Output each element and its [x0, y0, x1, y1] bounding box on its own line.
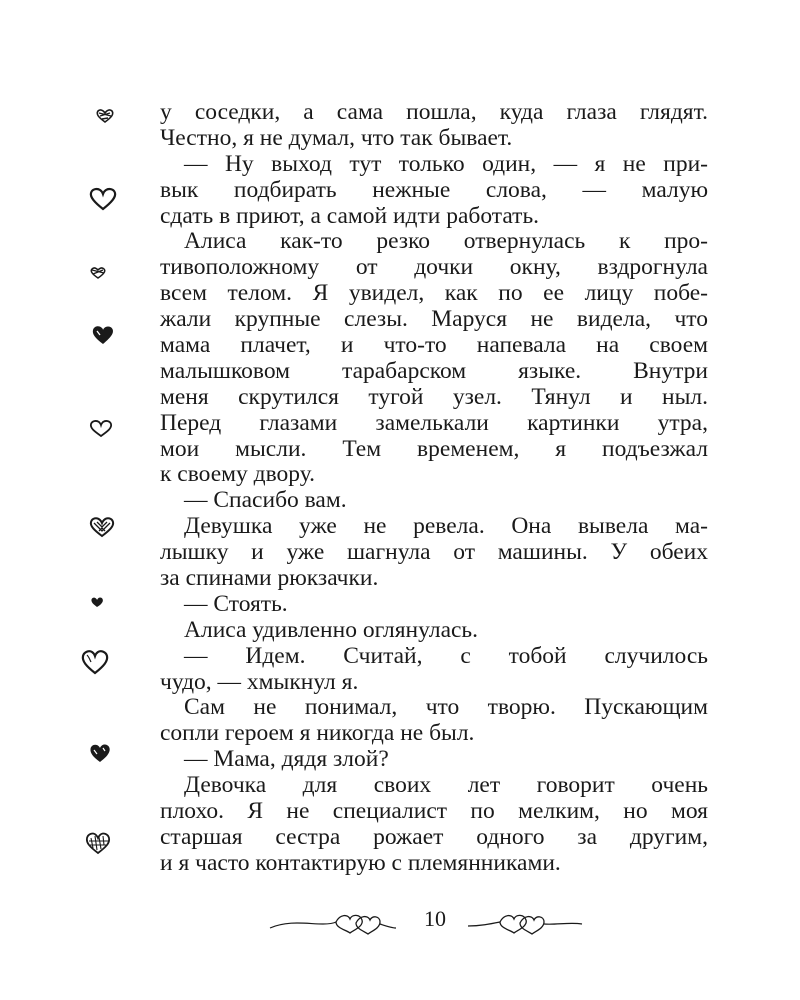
text-line: мама плачет, и что-то напевала на своем: [160, 332, 708, 359]
text-line: Перед глазами замелькали картинки утра,: [160, 409, 708, 436]
body-text: [160, 100, 708, 877]
filled-heart-icon: [90, 324, 116, 346]
heart-flourish-right-icon: [466, 908, 584, 936]
outline-heart-icon: [80, 648, 110, 676]
filled-heart-icon: [88, 742, 112, 764]
text-line: — Стоять.: [184, 590, 288, 617]
text-line: — Идем. Считай, с тобой случилось: [184, 642, 708, 669]
text-line: Девушка уже не ревела. Она вывела ма-: [184, 513, 708, 540]
text-line: старшая сестра рожает одного за другим,: [160, 823, 708, 850]
heart-flourish-left-icon: [268, 908, 398, 936]
text-line: Алиса как-то резко отвернулась к про-: [184, 228, 708, 255]
text-line: плохо. Я не специалист по мелким, но моя: [160, 798, 708, 825]
text-line: и я часто контактирую с племянниками.: [160, 849, 561, 876]
text-line: Честно, я не думал, что так бывает.: [160, 124, 513, 151]
text-line: Алиса удивленно оглянулась.: [184, 616, 479, 643]
text-line: — Ну выход тут только один, — я не при-: [184, 150, 708, 177]
filled-heart-icon: [90, 596, 104, 608]
text-line: Девочка для своих лет говорит очень: [184, 772, 708, 799]
text-line: всем телом. Я увидел, как по ее лицу побе-: [160, 280, 708, 307]
text-line: сдать в приют, а самой идти работать.: [160, 202, 540, 229]
outline-heart-icon: [88, 186, 118, 212]
text-line: тивоположному от дочки окну, вздрогнула: [160, 254, 708, 281]
scribble-heart-icon: [88, 266, 108, 280]
text-line: малышковом тарабарском языке. Внутри: [160, 357, 708, 384]
text-line: сопли героем я никогда не был.: [160, 720, 475, 747]
text-line: жали крупные слезы. Маруся не видела, что: [160, 306, 708, 333]
text-line: меня скрутился тугой узел. Тянул и ныл.: [160, 383, 708, 410]
text-line: у соседки, а сама пошла, куда глаза глядят.: [160, 99, 708, 125]
text-line: к своему двору.: [160, 461, 315, 488]
page-number: 10: [424, 906, 446, 931]
text-line: за спинами рюкзачки.: [160, 565, 379, 592]
page-footer: [0, 898, 800, 948]
text-line: мои мысли. Тем временем, я подъезжал: [160, 435, 708, 462]
text-line: чудо, — хмыкнул я.: [160, 668, 359, 695]
patterned-heart-icon: [88, 516, 116, 538]
striped-heart-icon: [84, 830, 112, 856]
scribble-heart-icon: [94, 108, 116, 124]
outline-heart-icon: [88, 418, 114, 438]
text-line: вык подбирать нежные слова, — малую: [160, 176, 708, 203]
text-line: — Спасибо вам.: [184, 487, 347, 514]
text-line: лышку и уже шагнула от машины. У обеих: [160, 539, 708, 566]
text-line: — Мама, дядя злой?: [184, 746, 389, 773]
text-line: Сам не понимал, что творю. Пускающим: [184, 694, 708, 721]
